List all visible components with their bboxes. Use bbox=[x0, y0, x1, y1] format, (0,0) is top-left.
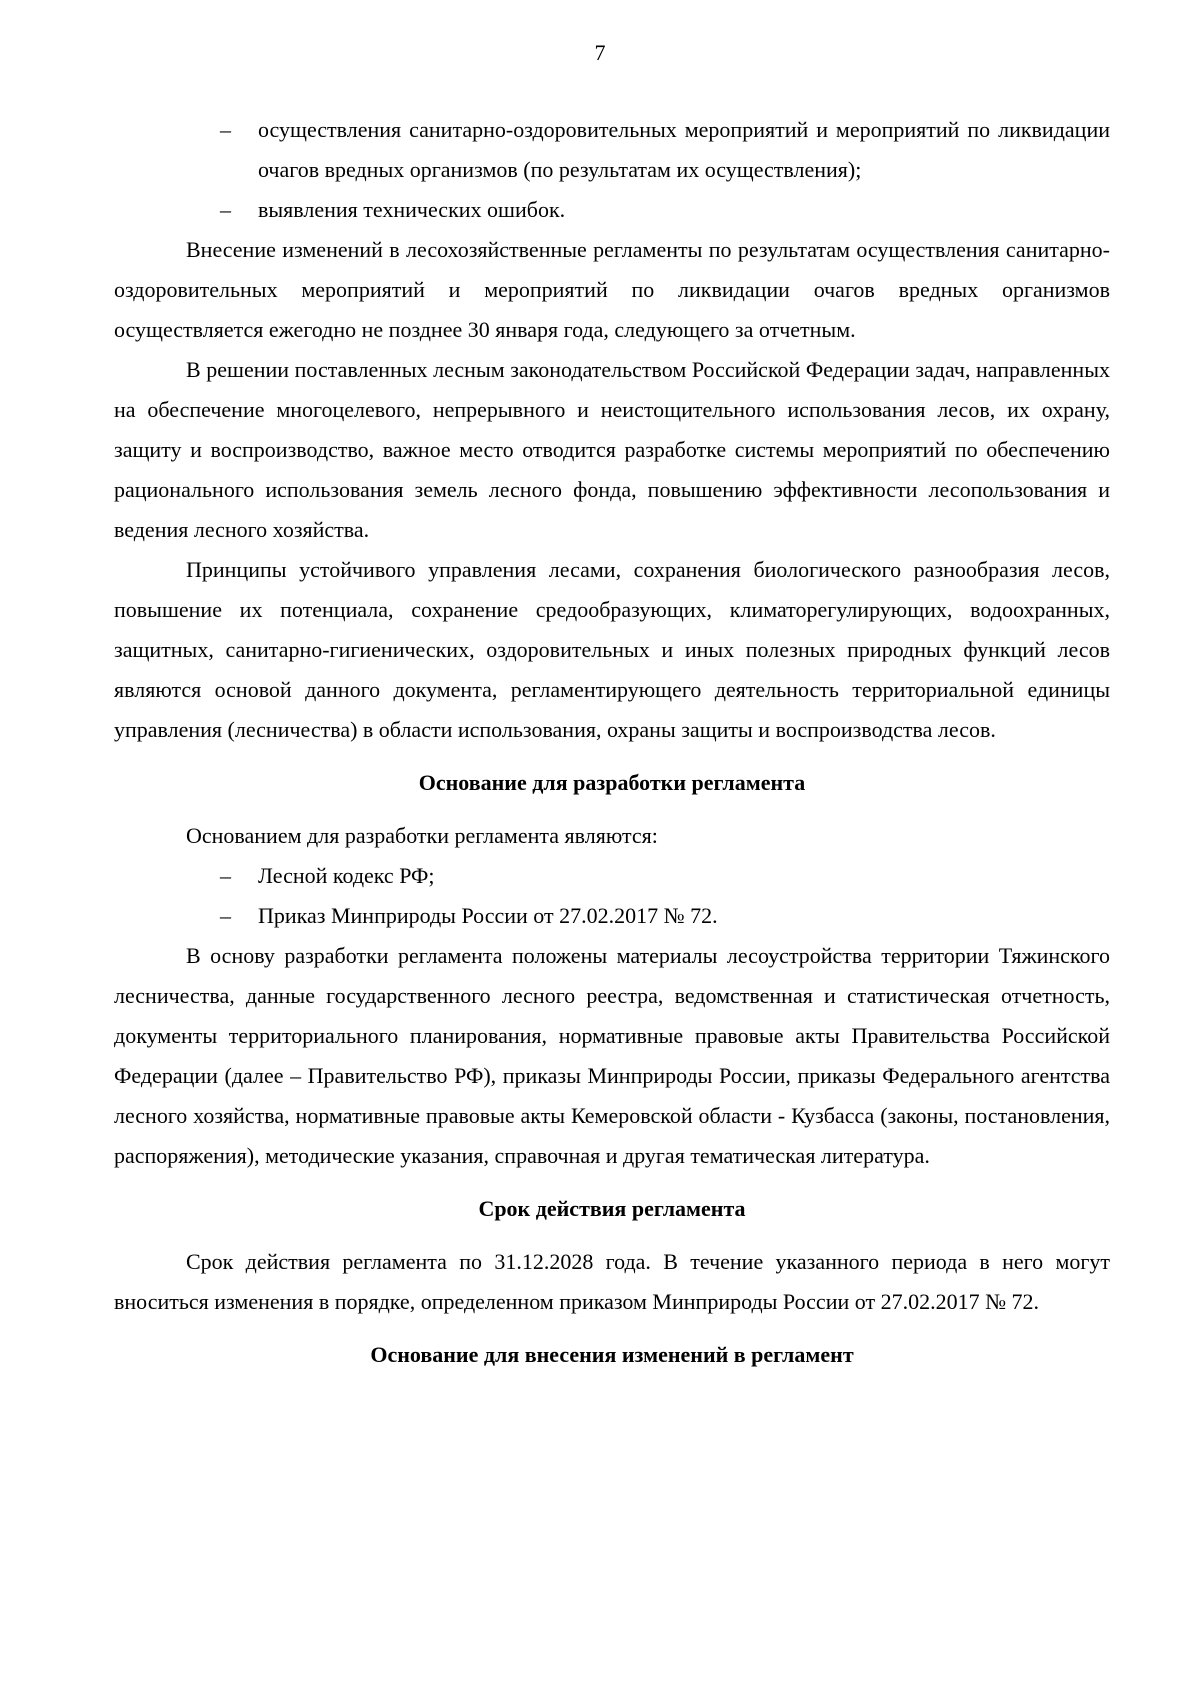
page-number: 7 bbox=[594, 40, 606, 65]
bullet-item bbox=[114, 856, 1110, 896]
bullet-item bbox=[114, 896, 1110, 936]
paragraph: Принципы устойчивого управления лесами, сохранения биологического разнообразия лесов, повышение их потенциала, сохранение средообразующих, климаторегулирующих, водоохранных, защитных, санитарно-гигиенических, оздоровительных и иных полезных природных функций лесов являются основой данного документа, регламентирующего деятельность территориальной единицы управления (лесничества) в области использования, охраны защиты и воспроизводства лесов. bbox=[114, 557, 1110, 742]
bullet-text: осуществления санитарно-оздоровительных мероприятий и мероприятий по ликвидации очагов вредных организмов (по результатам их осуществления); bbox=[258, 117, 1110, 182]
section-heading: Срок действия регламента bbox=[478, 1196, 746, 1221]
bullet-item bbox=[114, 190, 1110, 230]
bullet-text: выявления технических ошибок. bbox=[258, 197, 566, 222]
dash-bullet: – bbox=[220, 903, 231, 928]
paragraph: В основу разработки регламента положены материалы лесоустройства территории Тяжинского лесничества, данные государственного лесного реестра, ведомственная и статистическая отчетность, документы территориального планирования, нормативные правовые акты Правительства Российской Федерации (далее – Правительство РФ), приказы Минприроды России, приказы Федерального агентства лесного хозяйства, нормативные правовые акты Кемеровской области - Кузбасса (законы, постановления, распоряжения), методические указания, справочная и другая тематическая литература. bbox=[114, 943, 1110, 1168]
paragraph: Срок действия регламента по 31.12.2028 года. В течение указанного периода в него могут вноситься изменения в порядке, определенном приказом Минприроды России от 27.02.2017 № 72. bbox=[114, 1249, 1110, 1314]
dash-bullet: – bbox=[220, 197, 231, 222]
bullet-item bbox=[114, 110, 1110, 190]
document-body bbox=[114, 110, 1110, 1388]
section-heading: Основание для внесения изменений в регламент bbox=[370, 1342, 854, 1367]
paragraph: В решении поставленных лесным законодательством Российской Федерации задач, направленных на обеспечение многоцелевого, непрерывного и неистощительного использования лесов, их охрану, защиту и воспроизводство, важное место отводится разработке системы мероприятий по обеспечению рационального использования земель лесного фонда, повышению эффективности лесопользования и ведения лесного хозяйства. bbox=[114, 357, 1110, 542]
bullet-text: Приказ Минприроды России от 27.02.2017 № 72. bbox=[258, 903, 718, 928]
section-heading: Основание для разработки регламента bbox=[418, 770, 806, 795]
paragraph: Внесение изменений в лесохозяйственные регламенты по результатам осуществления санитарно-оздоровительных мероприятий и мероприятий по ликвидации очагов вредных организмов осуществляется ежегодно не позднее 30 января года, следующего за отчетным. bbox=[114, 237, 1110, 342]
dash-bullet: – bbox=[220, 863, 231, 888]
bullet-text: Лесной кодекс РФ; bbox=[258, 863, 435, 888]
dash-bullet: – bbox=[220, 117, 231, 142]
paragraph: Основанием для разработки регламента являются: bbox=[186, 823, 658, 848]
